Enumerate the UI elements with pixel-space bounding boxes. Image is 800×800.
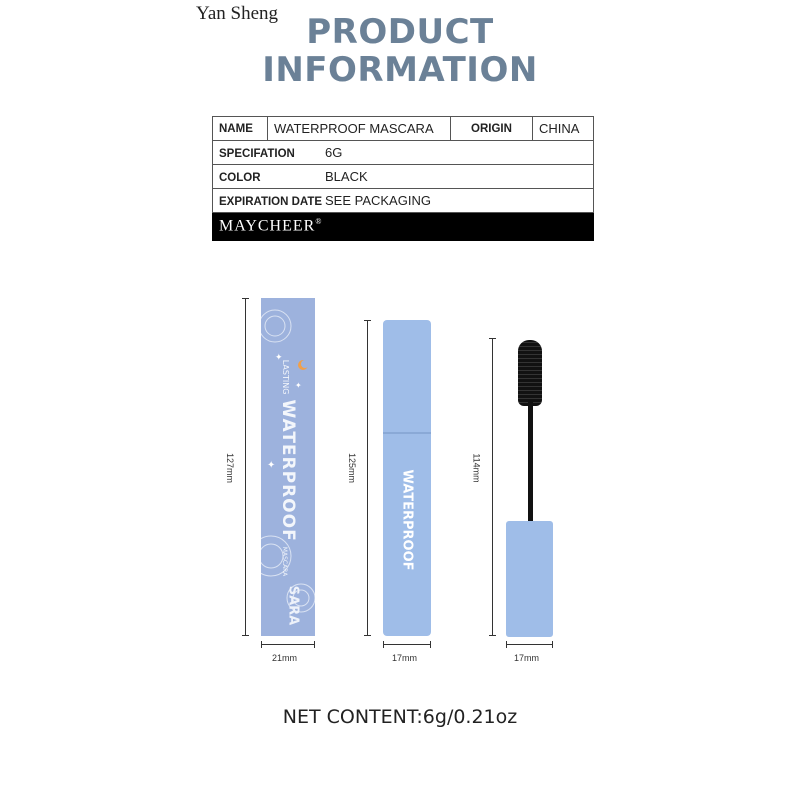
box-width-dimension-line (261, 644, 315, 645)
origin-label: ORIGIN (451, 117, 533, 141)
wand-height-label: 114mm (471, 453, 482, 483)
brand-logo: MAYCHEER (219, 217, 316, 235)
svg-text:✦: ✦ (295, 381, 302, 390)
box-height-dimension-line (245, 298, 246, 636)
wand-width-dimension-line (506, 644, 553, 645)
box-width-label: 21mm (272, 653, 298, 663)
name-label: NAME (213, 117, 268, 141)
mascara-box-image (261, 298, 315, 636)
mascara-brush-image (518, 340, 542, 406)
tube-brand-text: WATERPROOF (399, 469, 415, 571)
tube-height-dimension-line (367, 320, 368, 636)
tube-cap-seam (383, 432, 431, 434)
mascara-wand-cap (506, 521, 553, 637)
tube-width-dimension-line (383, 644, 431, 645)
specification-value: 6G (325, 145, 343, 160)
box-height-label: 127mm (225, 452, 236, 484)
mascara-tube-image (383, 320, 431, 636)
page-title-line2: INFORMATION (262, 50, 538, 90)
color-value: BLACK (325, 169, 368, 184)
expiration-label: EXPIRATION DATE (219, 196, 323, 208)
wand-width-label: 17mm (514, 653, 540, 663)
color-label: COLOR (219, 172, 261, 184)
mascara-wand-stem (528, 400, 533, 522)
spec-row-name (213, 117, 594, 141)
registered-mark: ® (315, 217, 323, 227)
box-brand-text: LASTING WATERPROOF MASCARA (278, 359, 298, 577)
box-side-text: SARA (285, 585, 301, 626)
spec-row-specification (213, 141, 594, 165)
net-content-text: NET CONTENT:6g/0.21oz (282, 706, 518, 728)
specification-label: SPECIFATION (219, 148, 295, 160)
expiration-cell (213, 189, 594, 213)
tube-width-label: 17mm (392, 653, 418, 663)
color-cell (213, 165, 594, 189)
specification-cell (213, 141, 594, 165)
expiration-value: SEE PACKAGING (325, 193, 431, 208)
tube-height-label: 125mm (347, 452, 358, 484)
watermark-text: Yan Sheng (196, 3, 279, 24)
spec-row-color (213, 165, 594, 189)
spec-row-expiration (213, 189, 594, 213)
brand-row (213, 213, 594, 241)
page-title-line1: PRODUCT (306, 12, 494, 52)
svg-text:✦: ✦ (267, 460, 276, 471)
spec-table (212, 116, 594, 241)
wand-height-dimension-line (492, 338, 493, 636)
name-value: WATERPROOF MASCARA (268, 117, 451, 141)
origin-value: CHINA (533, 117, 594, 141)
svg-text:✦: ✦ (275, 353, 283, 363)
brand-cell (213, 213, 594, 241)
